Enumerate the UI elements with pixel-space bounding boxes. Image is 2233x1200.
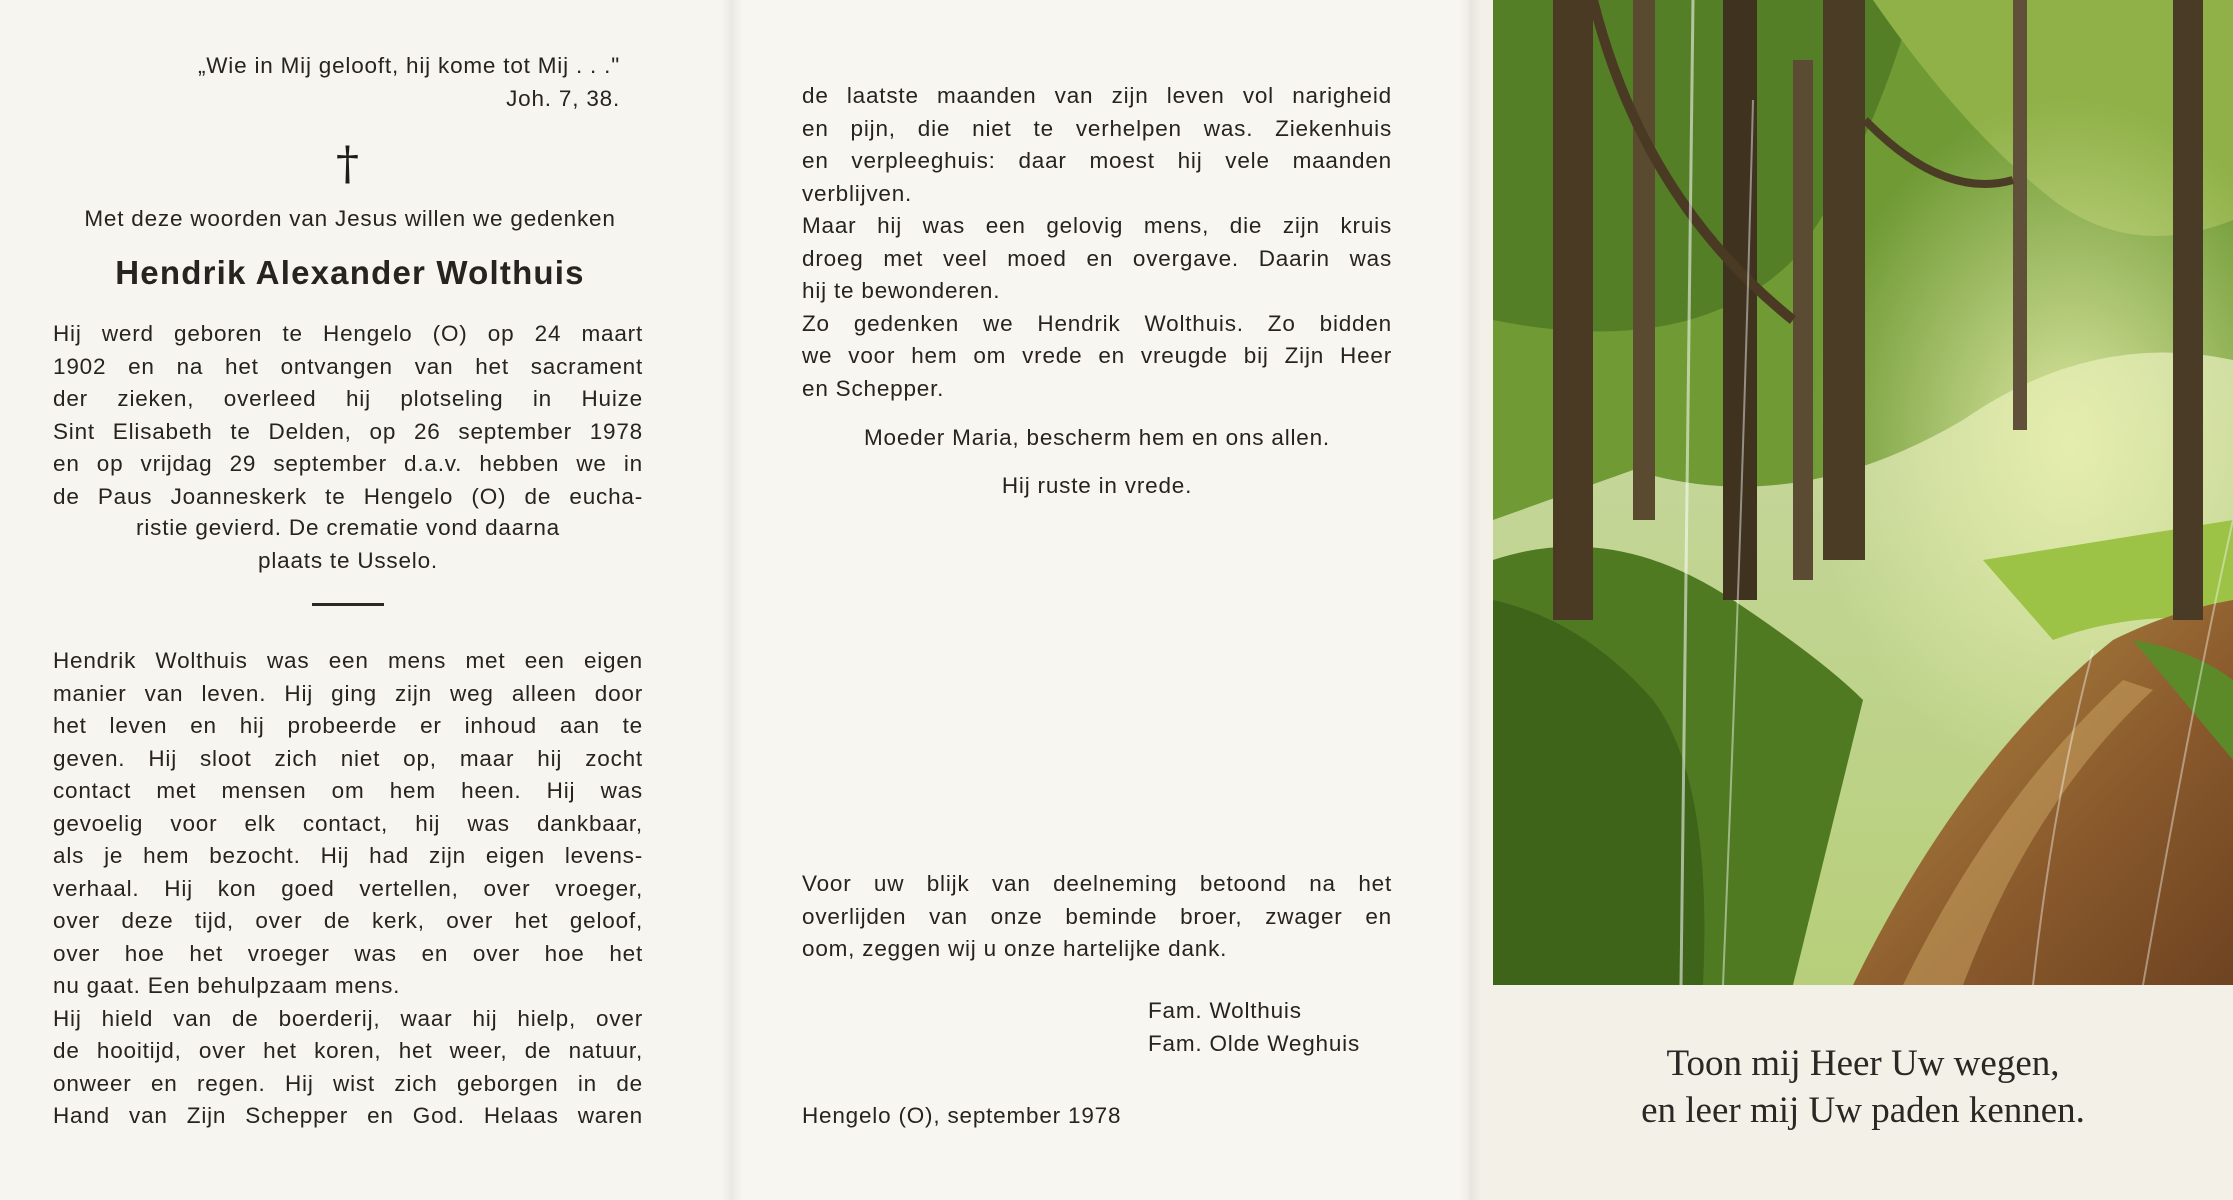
verse-line: Toon mij Heer Uw wegen, [1666,1043,2060,1084]
text-line: als je hem bezocht. Hij had zijn eigen levens- [53,843,643,868]
signature-line: Fam. Olde Weghuis [1148,1030,1361,1056]
text-line: Maar hij was een gelovig mens, die zijn kruis [802,213,1392,238]
text-line: ristie gevierd. De crematie vond daarna [136,515,560,540]
right-page [1470,0,2233,1200]
rest-in-peace-line: Hij ruste in vrede. [1001,473,1193,498]
text-line: de laatste maanden van zijn leven vol narigheid [802,83,1392,108]
text-line: de Paus Joanneskerk te Hengelo (O) de eucha- [53,483,643,509]
family-signatures [802,995,1392,1060]
text-line: oom, zeggen wij u onze hartelijke dank. [802,936,1228,961]
text-line: Hendrik Wolthuis was een mens met een eigen [53,648,643,673]
text-line: Sint Elisabeth te Delden, op 26 september 1978 [53,418,643,444]
text-line: over deze tijd, over de kerk, over het geloof, [53,908,643,933]
text-line: en op vrijdag 29 september d.a.v. hebben we in [53,451,643,476]
text-line: contact met mensen om hem heen. Hij was [53,778,643,803]
intro-line: Met deze woorden van Jesus willen we gedenken [84,206,616,231]
quote-text: „Wie in Mij gelooft, hij kome tot Mij . . ." [197,53,620,78]
text-line: Hij werd geboren te Hengelo (O) op 24 maart [53,321,643,346]
text-line: verblijven. [802,180,913,206]
biography-paragraph [53,318,643,513]
deceased-name: Hendrik Alexander Wolthuis [115,254,585,291]
text-line: en verpleeghuis: daar moest hij vele maanden [802,148,1392,173]
biography-ending [53,512,643,577]
text-line: over hoe het vroeger was en over hoe het [53,940,643,966]
fold-crease [721,0,743,1200]
text-line: 1902 en na het ontvangen van het sacrament [53,353,643,379]
divider [312,603,384,606]
quote-reference: Joh. 7, 38. [506,85,620,111]
text-line: het leven en hij probeerde er inhoud aan te [53,713,643,738]
prayer-line: Moeder Maria, bescherm hem en ons allen. [864,425,1330,450]
text-line: Zo gedenken we Hendrik Wolthuis. Zo bidden [802,310,1392,336]
cross-icon: † [336,136,359,190]
text-line: gevoelig voor elk contact, hij was dankbaar, [53,810,643,836]
place-date: Hengelo (O), september 1978 [802,1103,1122,1128]
text-line: Hand van Zijn Schepper en God. Helaas waren [53,1103,643,1128]
text-line: Voor uw blijk van deelneming betoond na het [802,871,1392,896]
bible-quote [70,50,620,115]
text-line: en Schepper. [802,375,945,401]
left-page [0,0,732,1200]
thanks-paragraph [802,868,1392,966]
text-line: hij te bewonderen. [802,278,1001,303]
continued-paragraph [802,80,1392,405]
text-line: geven. Hij sloot zich niet op, maar hij zocht [53,745,643,771]
forest-path-photo [1493,0,2233,985]
text-line: onweer en regen. Hij wist zich geborgen in de [53,1070,643,1096]
text-line: Hij hield van de boerderij, waar hij hielp, over [53,1005,643,1031]
text-line: manier van leven. Hij ging zijn weg alleen door [53,680,643,706]
text-line: droeg met veel moed en overgave. Daarin was [802,245,1392,271]
signature-line: Fam. Wolthuis [1148,998,1302,1023]
verse-caption [1493,1040,2233,1134]
middle-page [732,0,1470,1200]
text-line: de hooitijd, over het koren, het weer, de natuur, [53,1038,643,1063]
text-line: nu gaat. Een behulpzaam mens. [53,973,401,998]
text-line: plaats te Usselo. [258,547,438,573]
text-line: verhaal. Hij kon goed vertellen, over vroeger, [53,875,643,901]
text-line: we voor hem om vrede en vreugde bij Zijn Heer [802,343,1392,368]
fold-crease [1459,0,1481,1200]
text-line: en pijn, die niet te verhelpen was. Ziekenhuis [802,115,1392,141]
verse-line: en leer mij Uw paden kennen. [1641,1090,2085,1131]
text-line: der zieken, overleed hij plotseling in Huize [53,386,643,411]
text-line: overlijden van onze beminde broer, zwager en [802,903,1392,929]
life-story-paragraph [53,645,643,1133]
